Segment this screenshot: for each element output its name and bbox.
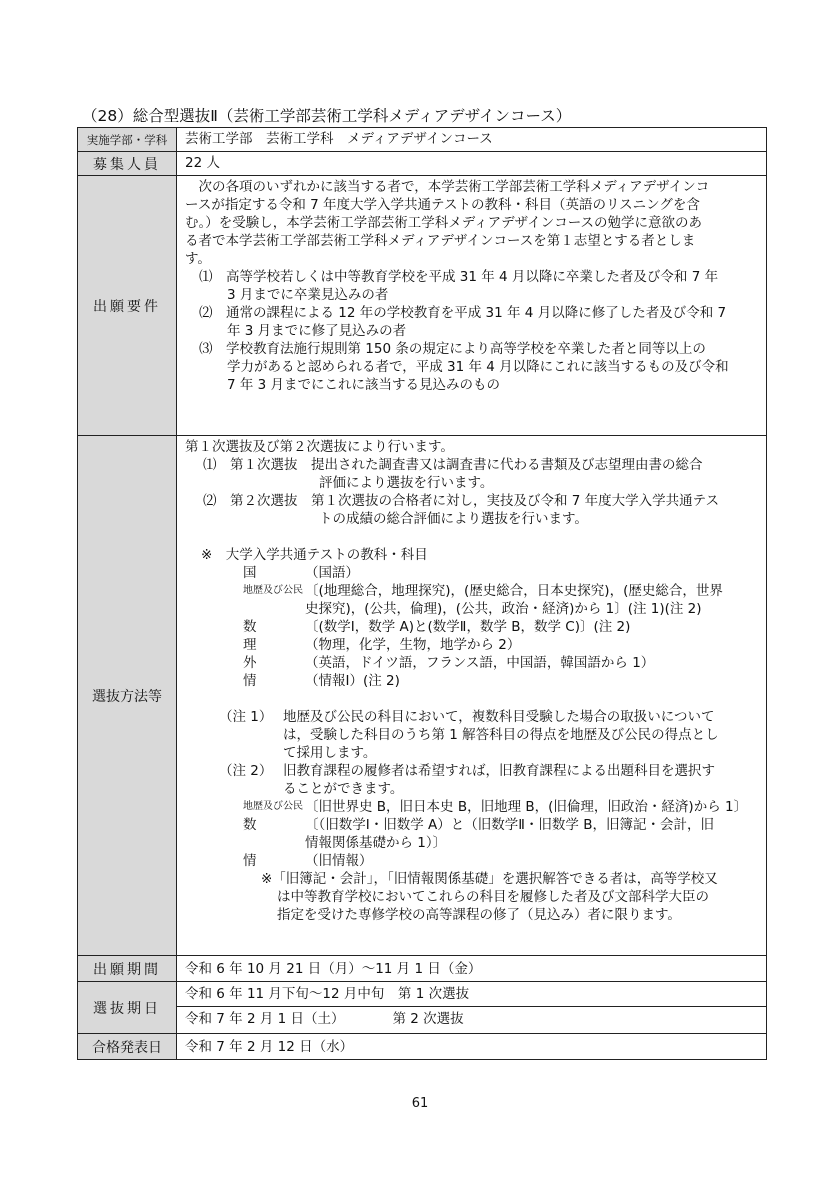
value-selection <box>177 436 767 956</box>
label-requirements: 出願要件 <box>78 176 177 436</box>
label-capacity: 募集人員 <box>78 152 177 176</box>
second-selection-date: 令和 7 年 2 月 1 日（土） 第 2 次選抜 <box>177 1006 766 1031</box>
admission-table <box>77 127 767 1060</box>
label-department: 実施学部・学科 <box>78 128 177 152</box>
requirement-item: ⑴ 高等学校若しくは中等教育学校を平成 31 年 4 月以降に卒業した者及び令和 7 年 3 月までに卒業見込みの者 <box>199 269 719 303</box>
label-announcement: 合格発表日 <box>78 1034 177 1060</box>
test-heading: ※ 大学入学共通テストの教科・科目 <box>201 547 428 563</box>
selection-stage: ⑴ 第１次選抜 提出された調査書又は調査書に代わる書類及び志望理由書の総合 評価により選抜を行います。 <box>203 457 703 491</box>
note-row: （注 1） 地歴及び公民の科目において，複数科目受験した場合の取扱いについて <box>219 709 715 725</box>
value-requirements <box>177 176 767 436</box>
old-subject-row: 地歴及び公民 〔旧世界史 B，旧日本史 B，旧地理 B，(旧倫理，旧政治・経済)から 1〕 <box>243 799 748 815</box>
subject-row: 外 （英語，ドイツ語，フランス語，中国語，韓国語から 1） <box>243 655 655 671</box>
requirement-item: ⑵ 通常の課程による 12 年の学校教育を平成 31 年 4 月以降に修了した者及び令和 7 年 3 月までに修了見込みの者 <box>199 305 727 339</box>
row-capacity <box>78 152 767 176</box>
row-selection-dates <box>78 982 767 1034</box>
value-announcement: 令和 7 年 2 月 12 日（水） <box>177 1034 767 1060</box>
row-department <box>78 128 767 152</box>
subject-row: 国 （国語） <box>243 565 359 581</box>
value-selection-dates <box>177 982 767 1034</box>
footnote: ※「旧簿記・会計」，「旧情報関係基礎」を選択解答できる者は，高等学校又 は中等教育学校においてこれらの科目を履修した者及び文部科学大臣の 指定を受けた専修学校の高等課程の修了（見込み）者に限ります。 <box>261 871 718 923</box>
old-subject-row: 情 （旧情報） <box>243 853 373 869</box>
selection-intro: 第１次選抜及び第２次選抜により行います。 <box>185 439 454 455</box>
first-selection-date: 令和 6 年 11 月下旬～12 月中旬 第 1 次選抜 <box>185 986 470 1002</box>
label-application-period: 出願期間 <box>78 956 177 982</box>
row-requirements <box>78 176 767 436</box>
row-application-period <box>78 956 767 982</box>
requirements-intro: 次の各項のいずれかに該当する者で，本学芸術工学部芸術工学科メディアデザインコ ースが指定する令和 7 年度大学入学共通テストの教科・科目（英語のリスニングを含 む。）を受験し，本学芸術工学部芸術工学科メディアデザインコースの勉学に意欲のあ る者で本学芸術工学部芸術工学科メディアデザインコースを第１志望とする者としま す。 <box>185 179 710 267</box>
subject-row: 地歴及び公民 〔(地理総合，地理探究)，(歴史総合，日本史探究)，(歴史総合，世界 <box>243 583 723 599</box>
subject-list: 国 （国語） 地歴及び公民 〔(地理総合，地理探究)，(歴史総合，日本史探究)，(歴史総合，世界 史探究)，(公共，倫理)，(公共，政治・経済)から 1〕(注 1)(注 2) 数 〔(数学Ⅰ，数学 A)と(数学Ⅱ，数学 B，数学 C)〕(注 2) 理 （物理，化学，生物，地学から 2） 外 （英語，ドイツ語，フランス語，中国語，韓国語から 1） 情 （情報Ⅰ）(注 2) <box>185 564 758 690</box>
row-selection <box>78 436 767 956</box>
row-announcement <box>78 1034 767 1060</box>
value-capacity: 22 人 <box>177 152 767 176</box>
notes: （注 1） 地歴及び公民の科目において，複数科目受験した場合の取扱いについて は，受験した科目のうち第 1 解答科目の得点を地歴及び公民の得点とし て採用します。 （注 2） 旧教育課程の履修者は希望すれば，旧教育課程による出題科目を選択す ることができます。 <box>185 708 758 798</box>
requirement-item: ⑶ 学校教育法施行規則第 150 条の規定により高等学校を卒業した者と同等以上の 学力があると認められる者で，平成 31 年 4 月以降にこれに該当するもの及び令和 7 年 3 月までにこれに該当する見込みのもの <box>199 341 729 393</box>
value-department: 芸術工学部 芸術工学科 メディアデザインコース <box>177 128 767 152</box>
page-number: 61 <box>411 1096 429 1111</box>
subject-row: 数 〔(数学Ⅰ，数学 A)と(数学Ⅱ，数学 B，数学 C)〕(注 2) <box>243 619 631 635</box>
value-application-period: 令和 6 年 10 月 21 日（月）～11 月 1 日（金） <box>177 956 767 982</box>
selection-stage: ⑵ 第２次選抜 第１次選抜の合格者に対し，実技及び令和 7 年度大学入学共通テス トの成績の総合評価により選抜を行います。 <box>203 493 720 527</box>
label-selection-dates: 選抜期日 <box>78 982 177 1034</box>
old-subject-list: 地歴及び公民 〔旧世界史 B，旧日本史 B，旧地理 B，(旧倫理，旧政治・経済)から 1〕 数 〔（旧数学Ⅰ・旧数学 A）と（旧数学Ⅱ・旧数学 B，旧簿記・会計，旧 情報関係基礎から 1）〕 情 （旧情報） <box>185 798 758 870</box>
label-selection: 選抜方法等 <box>78 436 177 956</box>
subject-row: 理 （物理，化学，生物，地学から 2） <box>243 637 521 653</box>
old-subject-row: 数 〔（旧数学Ⅰ・旧数学 A）と（旧数学Ⅱ・旧数学 B，旧簿記・会計，旧 <box>243 817 714 833</box>
subject-row: 情 （情報Ⅰ）(注 2) <box>243 673 400 689</box>
note-row: （注 2） 旧教育課程の履修者は希望すれば，旧教育課程による出題科目を選択す <box>219 763 715 779</box>
section-title: （28）総合型選抜Ⅱ（芸術工学部芸術工学科メディアデザインコース） <box>82 107 572 125</box>
